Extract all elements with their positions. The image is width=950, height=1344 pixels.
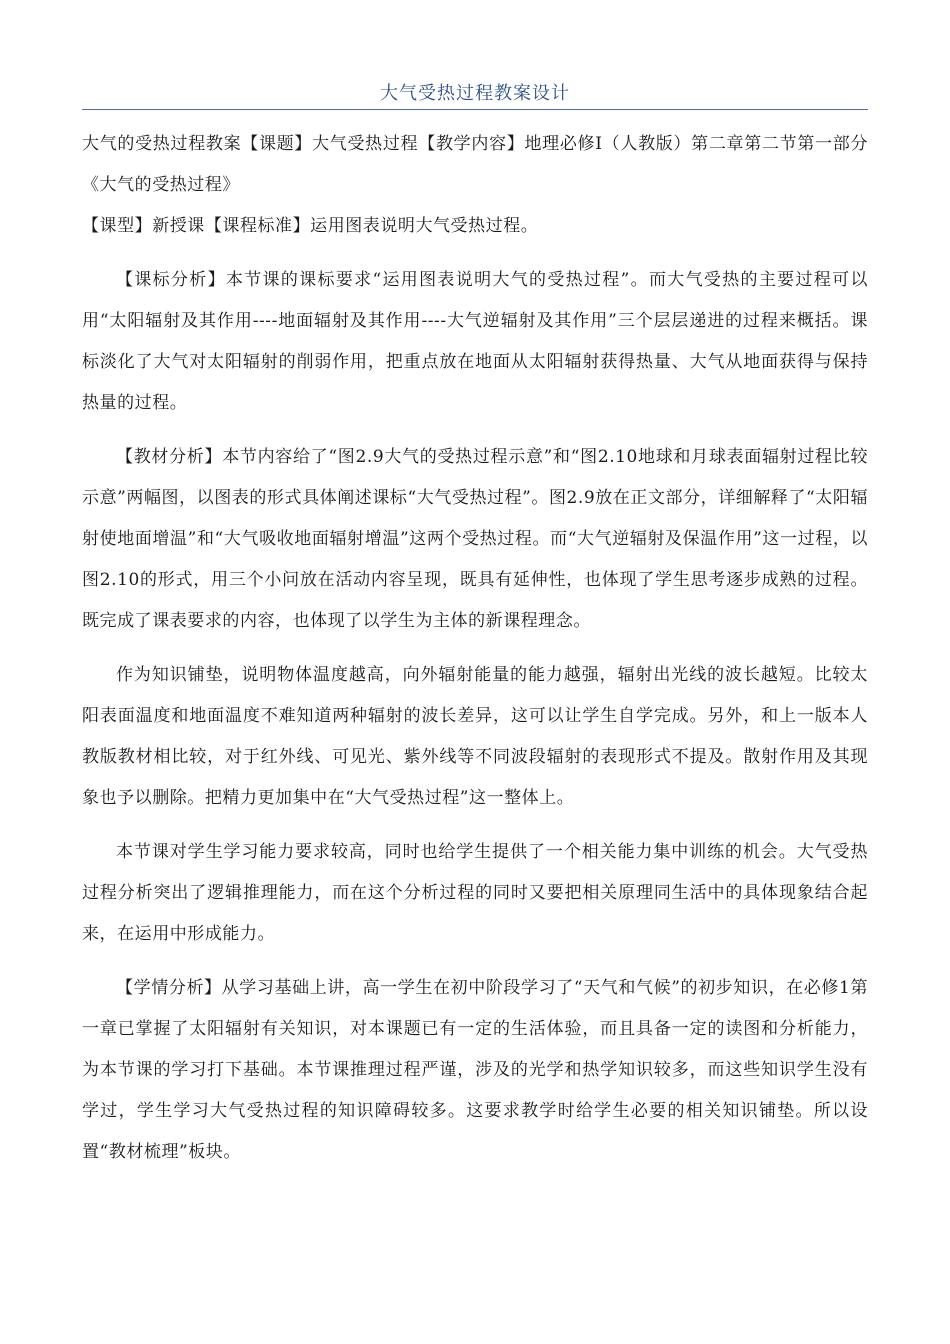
paragraph-knowledge-foundation: 作为知识铺垫，说明物体温度越高，向外辐射能量的能力越强，辐射出光线的波长越短。比较太阳表面温度和地面温度不难知道两种辐射的波长差异，这可以让学生自学完成。另外，和上一版本人教版教材相比较，对于红外线、可见光、紫外线等不同波段辐射的表现形式不提及。散射作用及其现象也予以删除。把精力更加集中在“大气受热过程”这一整体上。 — [82, 665, 868, 808]
paragraph-ability-requirements: 本节课对学生学习能力要求较高，同时也给学生提供了一个相关能力集中训练的机会。大气受热过程分析突出了逻辑推理能力，而在这个分析过程的同时又要把相关原理同生活中的具体现象结合起来，在运用中形成能力。 — [82, 842, 868, 944]
document-body — [82, 124, 868, 1173]
paragraph-textbook-analysis: 【教材分析】本节内容给了“图2.9大气的受热过程示意”和“图2.10地球和月球表面辐射过程比较示意”两幅图，以图表的形式具体阐述课标“大气受热过程”。图2.9放在正文部分，详细解释了“太阳辐射使地面增温”和“大气吸收地面辐射增温”这两个受热过程。而“大气逆辐射及保温作用”这一过程，以图2.10的形式，用三个小问放在活动内容呈现，既具有延伸性，也体现了学生思考逐步成熟的过程。既完成了课表要求的内容，也体现了以学生为主体的新课程理念。 — [82, 447, 868, 631]
document-title: 大气受热过程教案设计 — [380, 83, 570, 104]
paragraph-course-type: 【课型】新授课【课程标准】运用图表说明大气受热过程。 — [82, 216, 539, 236]
paragraph-standard-analysis: 【课标分析】本节课的课标要求“运用图表说明大气的受热过程”。而大气受热的主要过程可以用“太阳辐射及其作用----地面辐射及其作用----大气逆辐射及其作用”三个层层递进的过程来概括。课标淡化了大气对太阳辐射的削弱作用，把重点放在地面从太阳辐射获得热量、大气从地面获得与保持热量的过程。 — [82, 270, 868, 413]
paragraph-intro: 大气的受热过程教案【课题】大气受热过程【教学内容】地理必修Ⅰ（人教版）第二章第二节第一部分《大气的受热过程》 — [82, 134, 868, 195]
paragraph-student-analysis: 【学情分析】从学习基础上讲，高一学生在初中阶段学习了“天气和气候”的初步知识，在必修1第一章已掌握了太阳辐射有关知识，对本课题已有一定的生活体验，而且具备一定的读图和分析能力，为本节课的学习打下基础。本节课推理过程严谨，涉及的光学和热学知识较多，而这些知识学生没有学过，学生学习大气受热过程的知识障碍较多。这要求教学时给学生必要的相关知识铺垫。所以设置“教材梳理”板块。 — [82, 978, 868, 1162]
title-underline — [82, 109, 868, 110]
